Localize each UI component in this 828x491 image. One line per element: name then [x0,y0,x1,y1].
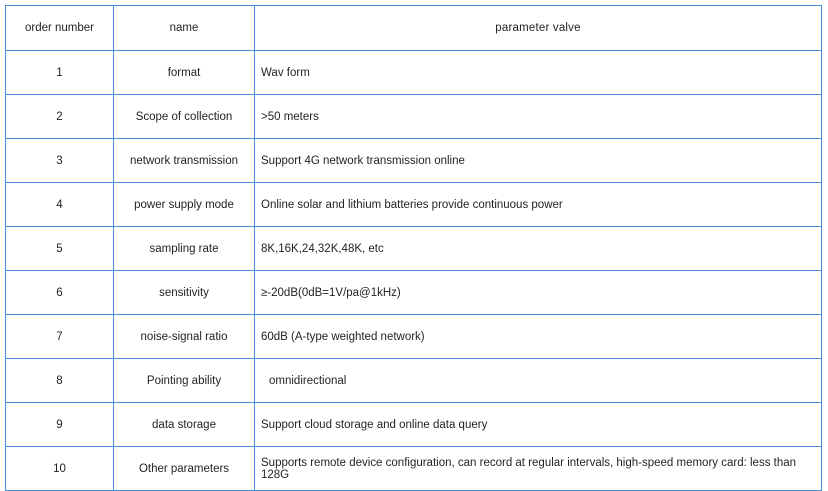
column-header-name: name [114,6,255,51]
cell-name: data storage [114,403,255,447]
cell-name: network transmission [114,139,255,183]
table-row [6,227,822,271]
table-row [6,51,822,95]
cell-order: 8 [6,359,114,403]
table-row [6,183,822,227]
cell-value: 60dB (A-type weighted network) [255,315,822,359]
cell-value: Support cloud storage and online data query [255,403,822,447]
table-row [6,95,822,139]
column-header-order: order number [6,6,114,51]
cell-value: Wav form [255,51,822,95]
cell-name: format [114,51,255,95]
table-row [6,315,822,359]
cell-order: 7 [6,315,114,359]
cell-name: Scope of collection [114,95,255,139]
table-row [6,403,822,447]
cell-name: sampling rate [114,227,255,271]
cell-order: 6 [6,271,114,315]
cell-order: 4 [6,183,114,227]
cell-name: power supply mode [114,183,255,227]
cell-order: 1 [6,51,114,95]
cell-name: Other parameters [114,447,255,491]
cell-value: Supports remote device configuration, can record at regular intervals, high-speed memory card: less than 128G [255,447,822,491]
table-row [6,139,822,183]
cell-order: 3 [6,139,114,183]
table-header-row [6,6,822,51]
table-row [6,271,822,315]
table-row [6,447,822,491]
cell-value: >50 meters [255,95,822,139]
cell-value: Online solar and lithium batteries provide continuous power [255,183,822,227]
cell-value: omnidirectional [255,359,822,403]
cell-name: Pointing ability [114,359,255,403]
column-header-parameter-value: parameter valve [255,6,822,51]
cell-order: 9 [6,403,114,447]
specification-table [5,5,822,491]
cell-name: noise-signal ratio [114,315,255,359]
cell-value: 8K,16K,24,32K,48K, etc [255,227,822,271]
cell-value: ≥-20dB(0dB=1V/pa@1kHz) [255,271,822,315]
cell-name: sensitivity [114,271,255,315]
cell-order: 10 [6,447,114,491]
cell-order: 2 [6,95,114,139]
cell-order: 5 [6,227,114,271]
table-row [6,359,822,403]
cell-value: Support 4G network transmission online [255,139,822,183]
